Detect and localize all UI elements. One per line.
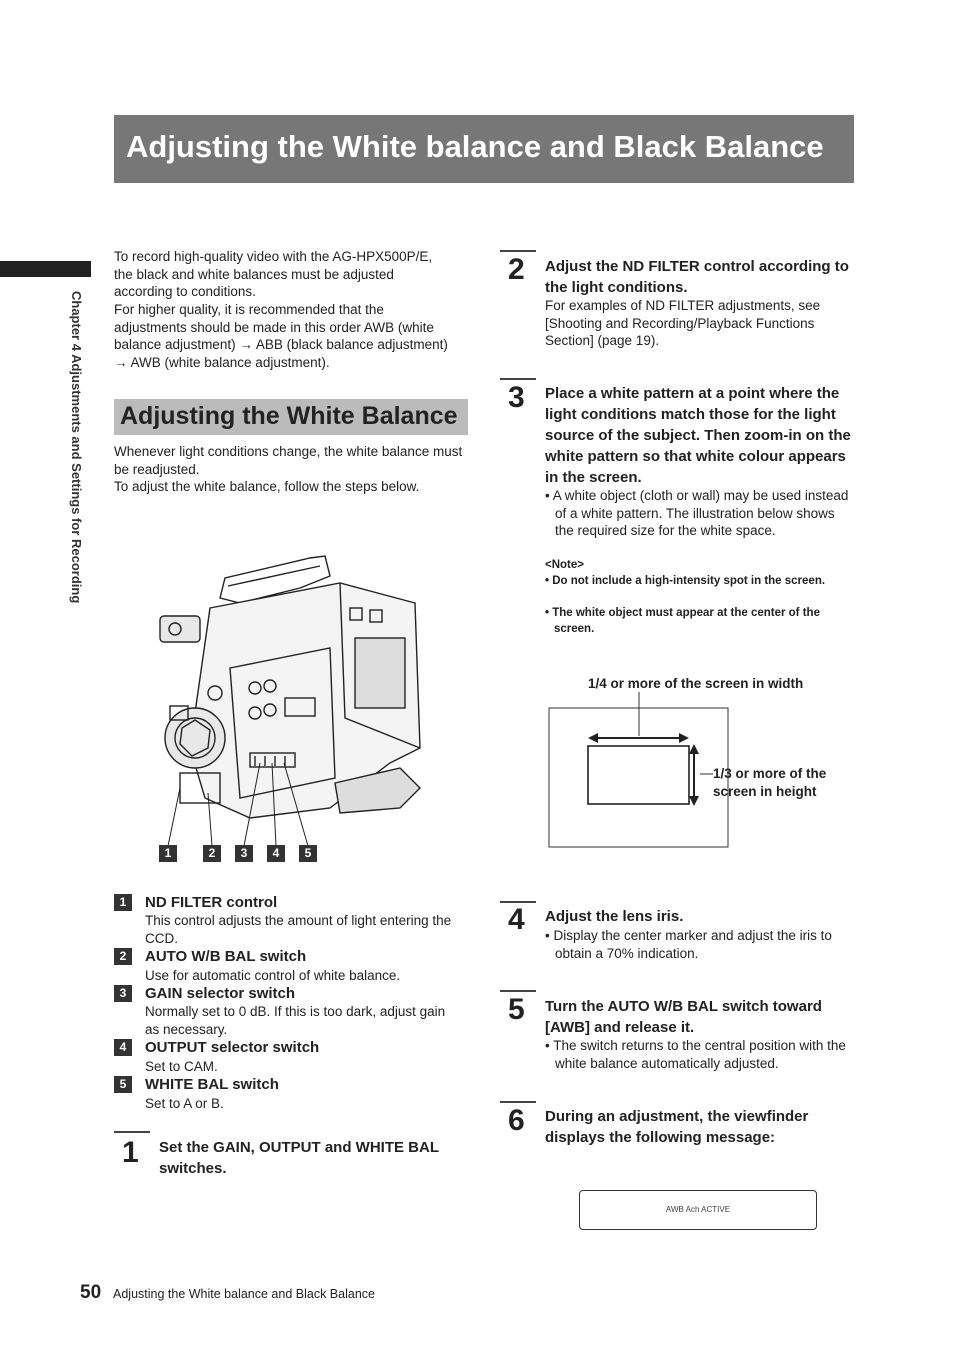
page-number: 50 [80,1282,102,1303]
callout-3: 3 [235,845,253,862]
control-title: GAIN selector switch [145,985,296,1002]
camera-illustration [150,548,440,870]
white-pattern-diagram [548,692,738,850]
step-divider [500,990,536,992]
step-number: 4 [508,903,525,936]
viewfinder-message-box: AWB Ach ACTIVE [579,1190,817,1230]
step-number: 3 [508,381,525,414]
step-bullet: • A white object (cloth or wall) may be used instead of a white pattern. The illustration below shows the required size for the white space. [545,488,849,539]
callout-1: 1 [159,845,177,862]
control-badge: 1 [114,894,132,911]
step-bullet: • The switch returns to the central position with the white balance automatically adjusted. [545,1038,846,1071]
note-item: • Do not include a high-intensity spot in the screen. [545,575,826,587]
chapter-tab-marker [0,261,91,277]
section-intro-2: To adjust the white balance, follow the steps below. [114,479,420,494]
diagram-width-label: 1/4 or more of the screen in width [588,676,804,691]
control-badge: 5 [114,1076,132,1093]
chapter-sidebar-label: Chapter 4 Adjustments and Settings for Recording [69,291,84,604]
step-bullet: • Display the center marker and adjust the iris to obtain a 70% indication. [545,928,832,961]
step-title: Turn the AUTO W/B BAL switch toward [AWB] and release it. [545,998,822,1036]
step-title: Place a white pattern at a point where the light conditions match those for the light source of the subject. Then zoom-in on the white pattern so that white colour appears in the screen. [545,385,851,486]
section-intro-1: Whenever light conditions change, the white balance must be readjusted. [114,444,463,477]
step-divider [500,1101,536,1103]
step-number: 2 [508,253,525,286]
control-desc: Set to A or B. [145,1096,224,1111]
control-desc: Use for automatic control of white balance. [145,968,401,983]
step-number: 6 [508,1104,525,1137]
step-divider [114,1131,150,1133]
step-title: Set the GAIN, OUTPUT and WHITE BAL switches. [159,1139,439,1177]
step-number: 5 [508,993,525,1026]
step-title: Adjust the lens iris. [545,908,684,925]
control-title: ND FILTER control [145,894,278,911]
callout-5: 5 [299,845,317,862]
control-desc: Set to CAM. [145,1059,218,1074]
control-title: OUTPUT selector switch [145,1039,320,1056]
callout-4: 4 [267,845,285,862]
control-title: AUTO W/B BAL switch [145,948,307,965]
step-title: During an adjustment, the viewfinder displays the following message: [545,1108,809,1146]
section-heading: Adjusting the White Balance [114,399,468,435]
intro-paragraph-1: To record high-quality video with the AG-HPX500P/E, the black and white balances must be adjusted according to conditions. [114,249,433,300]
control-desc: Normally set to 0 dB. If this is too dark, adjust gain as necessary. [145,1004,446,1037]
step-divider [500,250,536,252]
diagram-height-label-2: screen in height [713,784,817,799]
callout-2: 2 [203,845,221,862]
control-badge: 2 [114,948,132,965]
step-title: Adjust the ND FILTER control according to the light conditions. [545,258,849,296]
diagram-height-label-1: 1/3 or more of the [713,766,827,781]
control-badge: 3 [114,985,132,1002]
note-item: • The white object must appear at the center of the screen. [545,607,820,635]
control-desc: This control adjusts the amount of light entering the CCD. [145,913,452,946]
control-title: WHITE BAL switch [145,1076,279,1093]
step-body: For examples of ND FILTER adjustments, see [Shooting and Recording/Playback Functions Section] (page 19). [545,298,821,349]
step-divider [500,378,536,380]
footer-title: Adjusting the White balance and Black Balance [113,1287,375,1301]
note-label: <Note> [545,559,584,571]
intro-paragraph-2: For higher quality, it is recommended that the adjustments should be made in this order AWB (white balance adjustment) → ABB (black balance adjustment) → AWB (white balance adjustment). [114,302,448,370]
step-number: 1 [122,1136,139,1169]
page-title: Adjusting the White balance and Black Balance [114,115,854,183]
control-badge: 4 [114,1039,132,1056]
